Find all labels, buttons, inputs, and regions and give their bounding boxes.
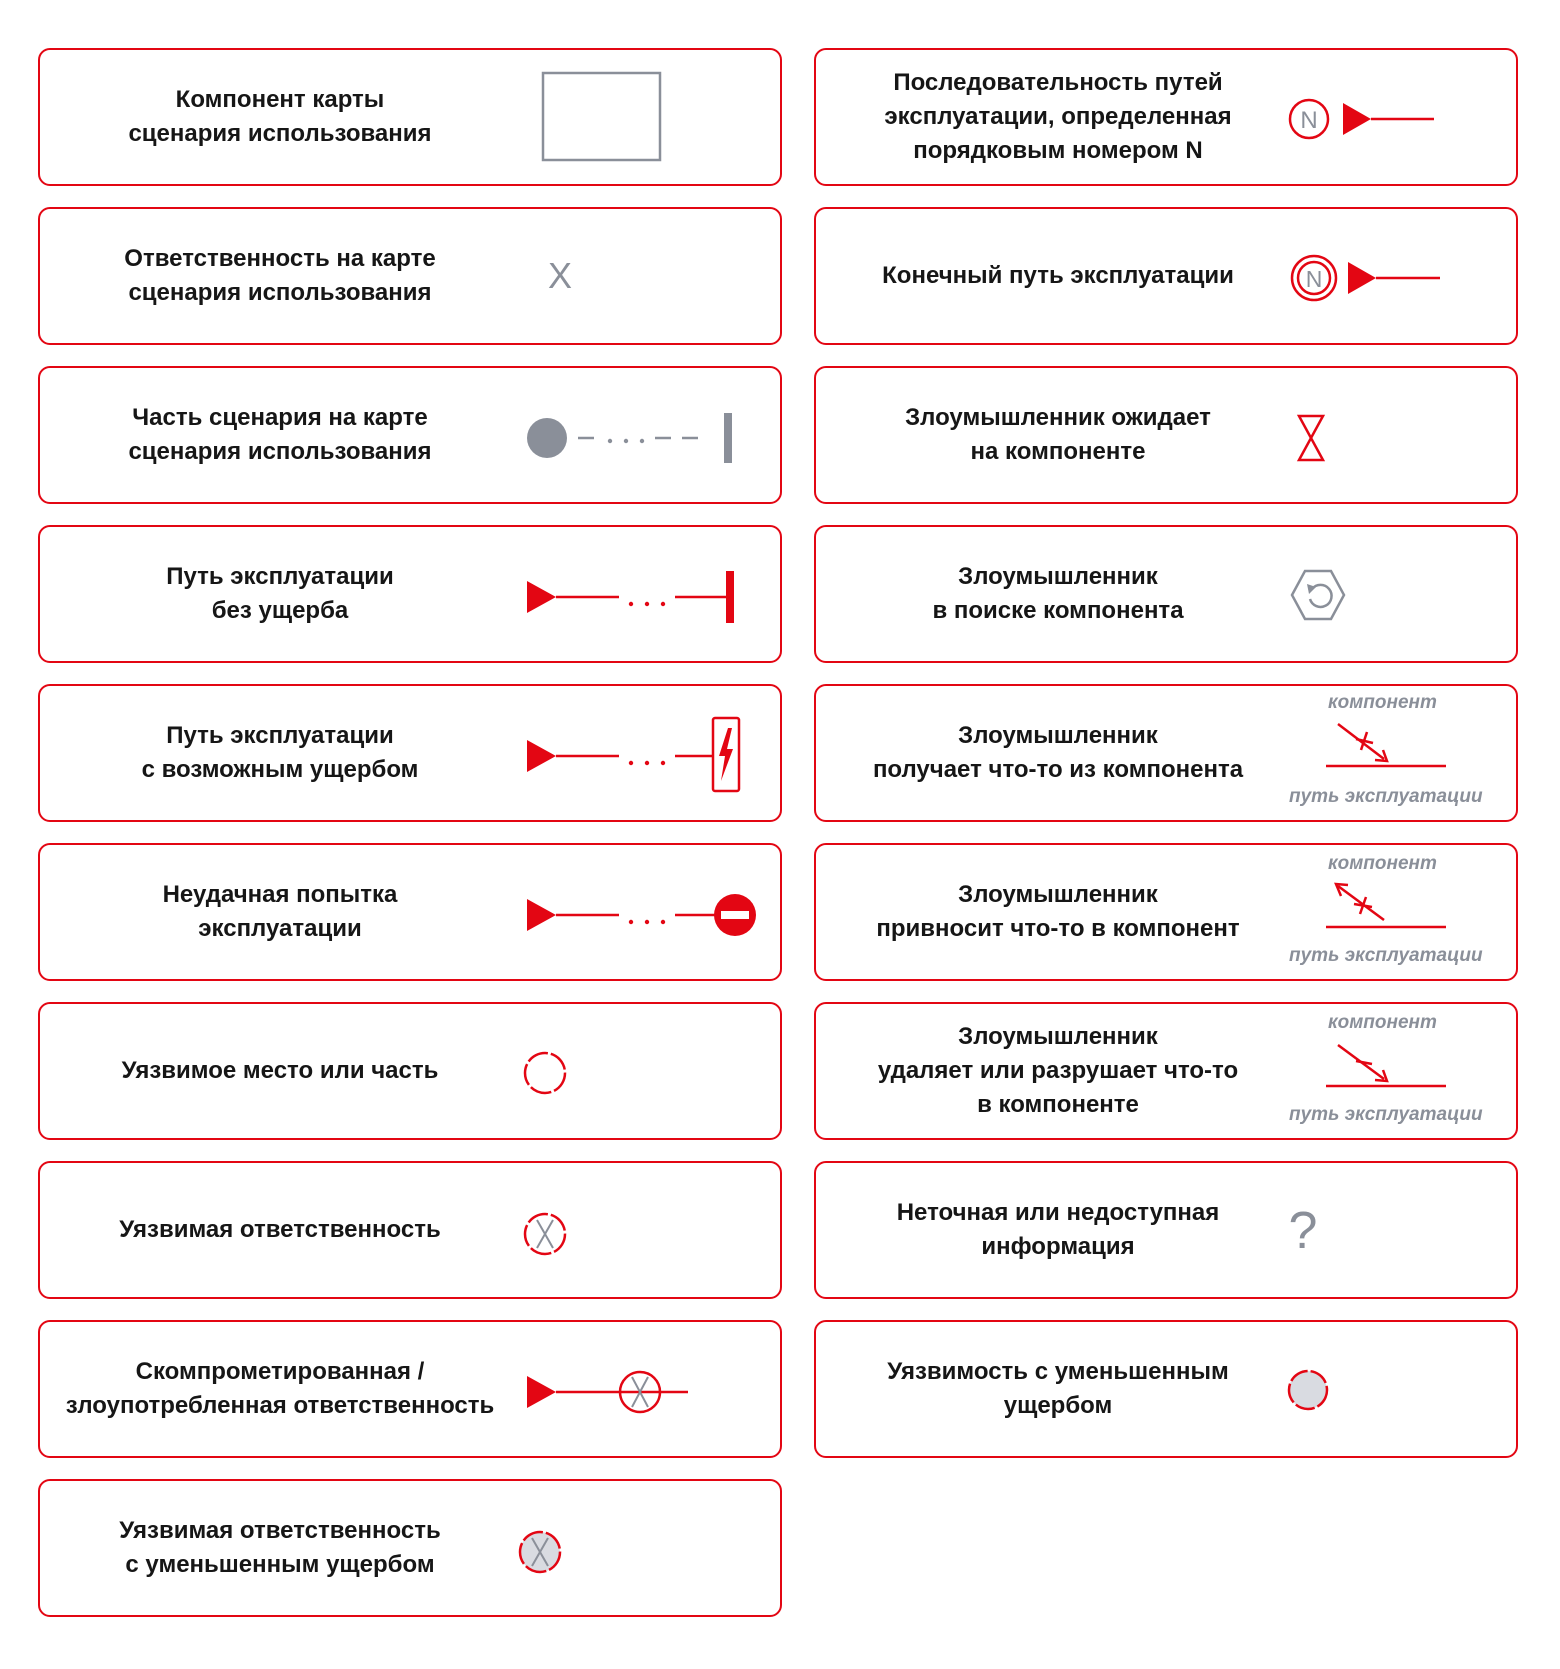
hexagon-search-icon xyxy=(1286,565,1356,627)
legend-label: Скомпрометированная / злоупотребленная ответственность xyxy=(65,1358,495,1419)
vulnerable-responsibility-icon xyxy=(520,1208,580,1258)
svg-text:N: N xyxy=(1300,107,1318,134)
legend-label: Последовательность путей эксплуатации, определенная порядковым номером N xyxy=(884,69,1232,164)
remove-from-component-icon xyxy=(1306,1040,1456,1100)
legend-label: Злоумышленник получает что-то из компонента xyxy=(872,722,1244,783)
legend-card xyxy=(38,1161,782,1299)
legend-label: Неудачная попытка эксплуатации xyxy=(162,881,398,942)
reduced-damage-responsibility-icon xyxy=(515,1526,575,1576)
legend-card xyxy=(38,843,782,981)
legend-label: Ответственность на карте сценария использования xyxy=(124,245,436,306)
legend-label: Злоумышленник удаляет или разрушает что-то в компоненте xyxy=(877,1023,1239,1118)
hourglass-wait-icon xyxy=(1286,410,1336,466)
legend-label: Уязвимая ответственность xyxy=(119,1216,441,1243)
final-path-n-icon xyxy=(1290,249,1470,309)
legend-card xyxy=(38,1320,782,1458)
reduced-vulnerability-icon xyxy=(1282,1366,1338,1416)
component-tag: компонент xyxy=(1328,853,1437,874)
legend-label: Злоумышленник в поиске компонента xyxy=(932,563,1184,624)
scenario-path-icon xyxy=(520,403,760,473)
legend-label: Неточная или недоступная информация xyxy=(896,1199,1220,1260)
legend-label: Путь эксплуатации с возможным ущербом xyxy=(141,722,419,783)
legend-card xyxy=(814,207,1518,345)
legend-card xyxy=(814,1161,1518,1299)
legend-card xyxy=(38,48,782,186)
legend-label: Путь эксплуатации без ущерба xyxy=(166,563,394,624)
vulnerable-spot-icon xyxy=(520,1049,580,1099)
get-from-component-icon xyxy=(1306,720,1456,780)
component-tag: компонент xyxy=(1328,692,1437,713)
legend-label: Конечный путь эксплуатации xyxy=(882,262,1234,289)
sequence-n-icon xyxy=(1286,94,1466,144)
legend-label: Уязвимая ответственность с уменьшенным ущербом xyxy=(119,1517,441,1578)
exploit-path-tag: путь эксплуатации xyxy=(1289,786,1483,807)
legend-card xyxy=(814,525,1518,663)
legend-card xyxy=(814,684,1518,822)
legend-card xyxy=(38,1002,782,1140)
exploit-path-no-damage-icon xyxy=(520,562,760,632)
legend-card xyxy=(814,48,1518,186)
legend-card xyxy=(38,366,782,504)
legend-label: Уязвимость с уменьшенным ущербом xyxy=(887,1358,1229,1419)
legend-card xyxy=(38,1479,782,1617)
legend-card xyxy=(38,684,782,822)
exploit-path-tag: путь эксплуатации xyxy=(1289,945,1483,966)
legend-label: Часть сценария на карте сценария использования xyxy=(128,404,432,465)
legend-card xyxy=(814,366,1518,504)
legend-card xyxy=(814,1002,1518,1140)
svg-text:N: N xyxy=(1305,266,1323,292)
legend-card xyxy=(38,207,782,345)
question-icon: ? xyxy=(1288,1202,1318,1260)
exploit-path-tag: путь эксплуатации xyxy=(1289,1104,1483,1125)
legend-card xyxy=(814,843,1518,981)
responsibility-x-icon: X xyxy=(547,255,572,296)
legend-label: Компонент карты сценария использования xyxy=(128,86,432,147)
exploit-path-damage-icon xyxy=(520,711,760,801)
failed-exploit-icon xyxy=(520,880,780,950)
component-rect-icon xyxy=(540,70,670,166)
legend-card xyxy=(38,525,782,663)
legend-label: Злоумышленник привносит что-то в компонент xyxy=(876,881,1240,942)
legend-card xyxy=(814,1320,1518,1458)
component-tag: компонент xyxy=(1328,1012,1437,1033)
put-into-component-icon xyxy=(1306,881,1456,941)
legend-label: Уязвимое место или часть xyxy=(121,1057,439,1084)
compromised-responsibility-icon xyxy=(520,1357,720,1427)
legend-label: Злоумышленник ожидает на компоненте xyxy=(905,404,1211,465)
